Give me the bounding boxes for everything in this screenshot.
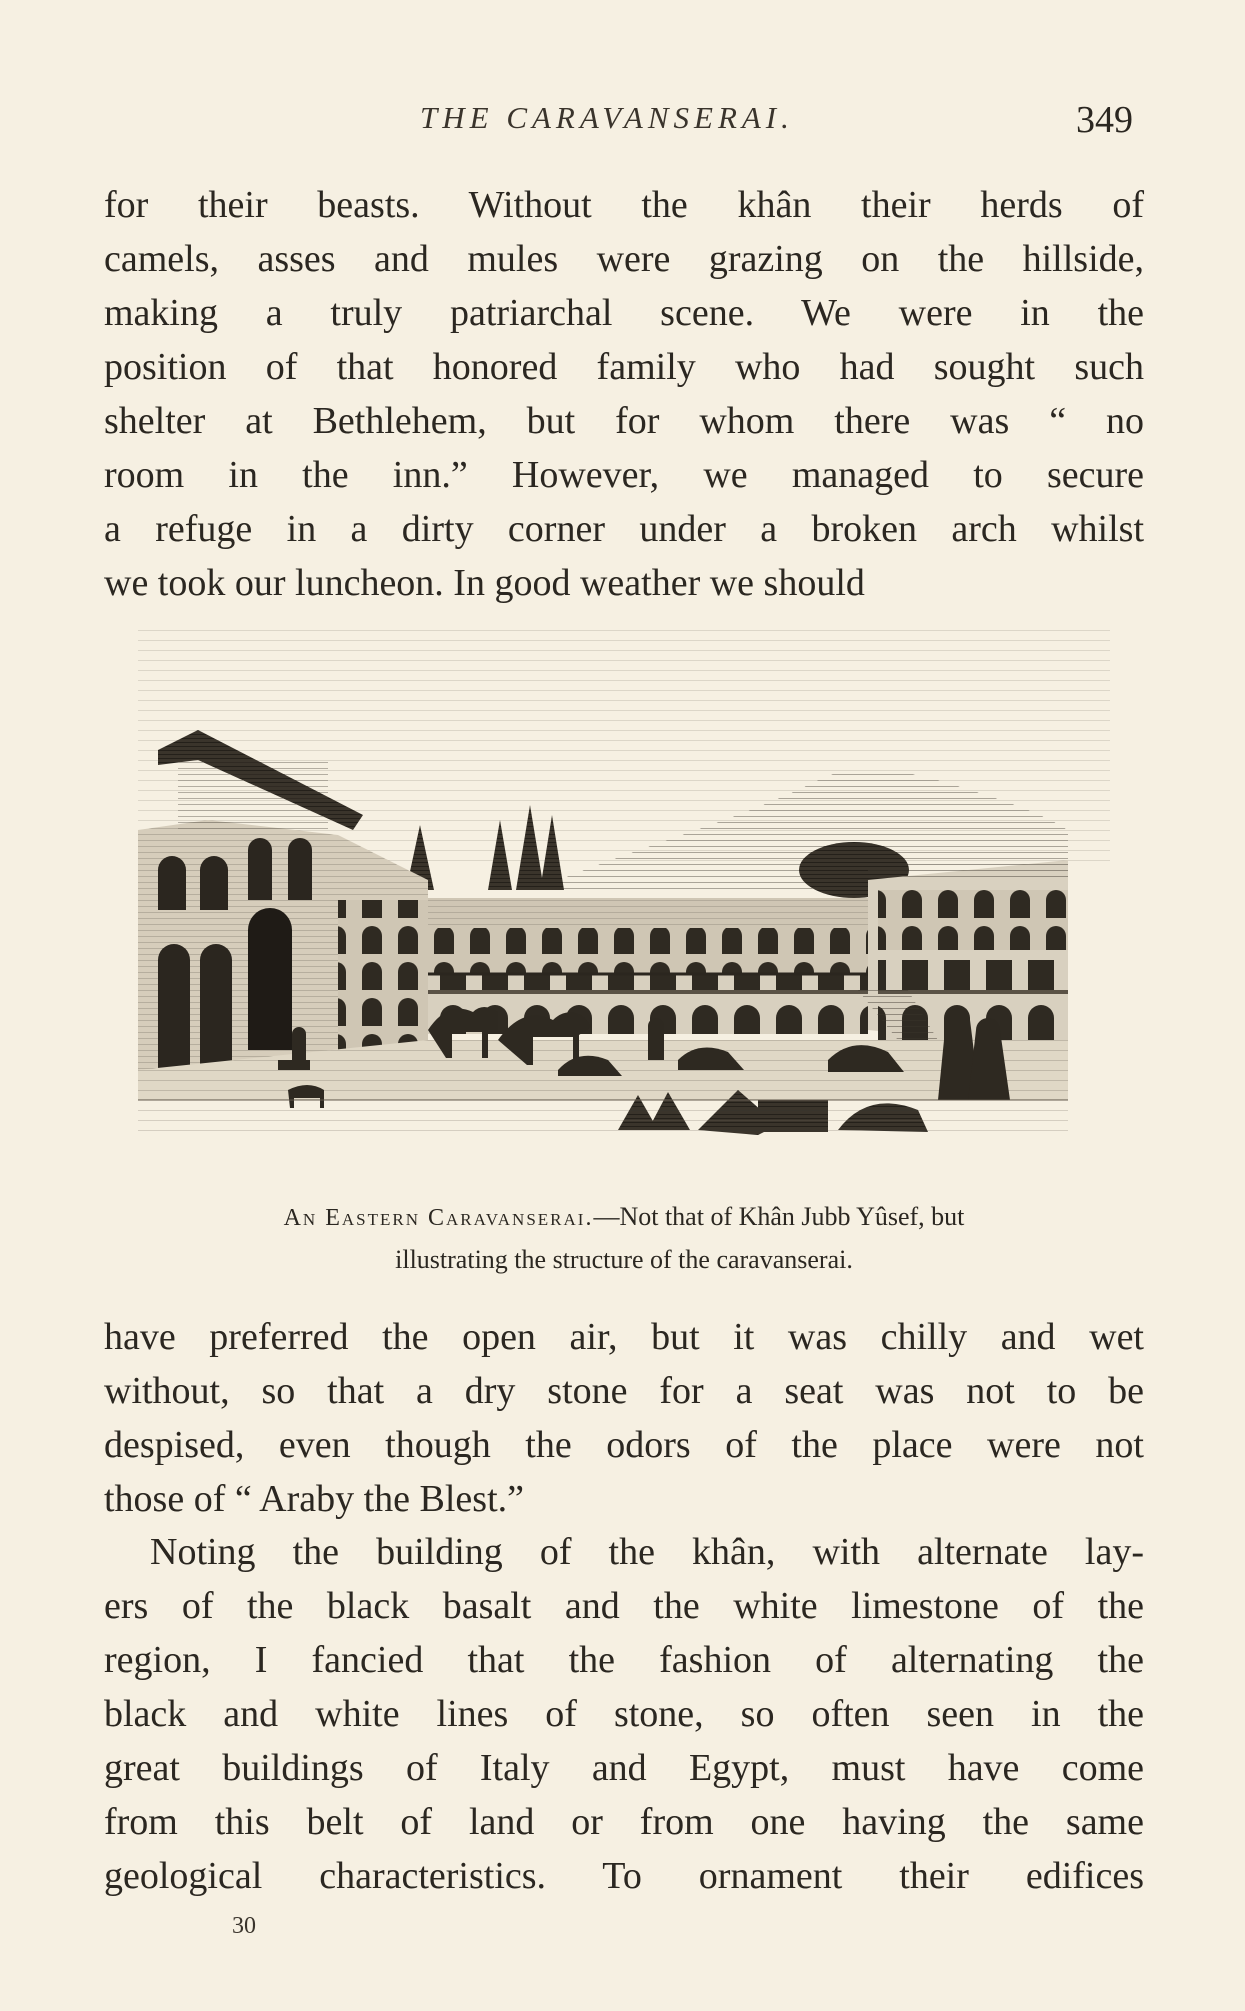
text-line: camels, asses and mules were grazing on the hillside, — [104, 238, 1144, 280]
paragraph-bottom — [104, 1525, 1144, 1903]
running-head: THE CARAVANSERAI. — [420, 100, 794, 135]
text-line: from this belt of land or from one having the same — [104, 1801, 1144, 1843]
text-line: Noting the building of the khân, with alternate lay- — [150, 1531, 1144, 1573]
page-number: 349 — [1076, 99, 1133, 141]
caravanserai-engraving — [138, 630, 1110, 1160]
caption-line-1 — [104, 1196, 1144, 1239]
text-line: black and white lines of stone, so often seen in the — [104, 1693, 1144, 1735]
caption-line-2: illustrating the structure of the caravanserai. — [395, 1245, 853, 1274]
text-line: shelter at Bethlehem, but for whom there was “ no — [104, 400, 1144, 442]
paragraph-middle — [104, 1310, 1144, 1526]
text-line: those of “ Araby the Blest.” — [104, 1478, 525, 1520]
text-line: have preferred the open air, but it was chilly and wet — [104, 1316, 1144, 1358]
text-line: making a truly patriarchal scene. We were in the — [104, 292, 1144, 334]
caption-title: An Eastern Caravanserai. — [283, 1205, 594, 1231]
text-line: region, I fancied that the fashion of alternating the — [104, 1639, 1144, 1681]
text-line: for their beasts. Without the khân their herds of — [104, 184, 1144, 226]
text-line: without, so that a dry stone for a seat was not to be — [104, 1370, 1144, 1412]
caption-text: —Not that of Khân Jubb Yûsef, but — [593, 1202, 965, 1231]
text-line: despised, even though the odors of the place were not — [104, 1424, 1144, 1466]
text-line: we took our luncheon. In good weather we should — [104, 562, 865, 604]
text-line: a refuge in a dirty corner under a broken arch whilst — [104, 508, 1144, 550]
paragraph-top — [104, 178, 1144, 610]
text-line: position of that honored family who had sought such — [104, 346, 1144, 388]
signature-mark: 30 — [232, 1913, 256, 1939]
text-line: room in the inn.” However, we managed to secure — [104, 454, 1144, 496]
text-line: geological characteristics. To ornament their edifices — [104, 1855, 1144, 1897]
text-line: great buildings of Italy and Egypt, must have come — [104, 1747, 1144, 1789]
figure-caption — [104, 1196, 1144, 1281]
text-line: ers of the black basalt and the white limestone of the — [104, 1585, 1144, 1627]
